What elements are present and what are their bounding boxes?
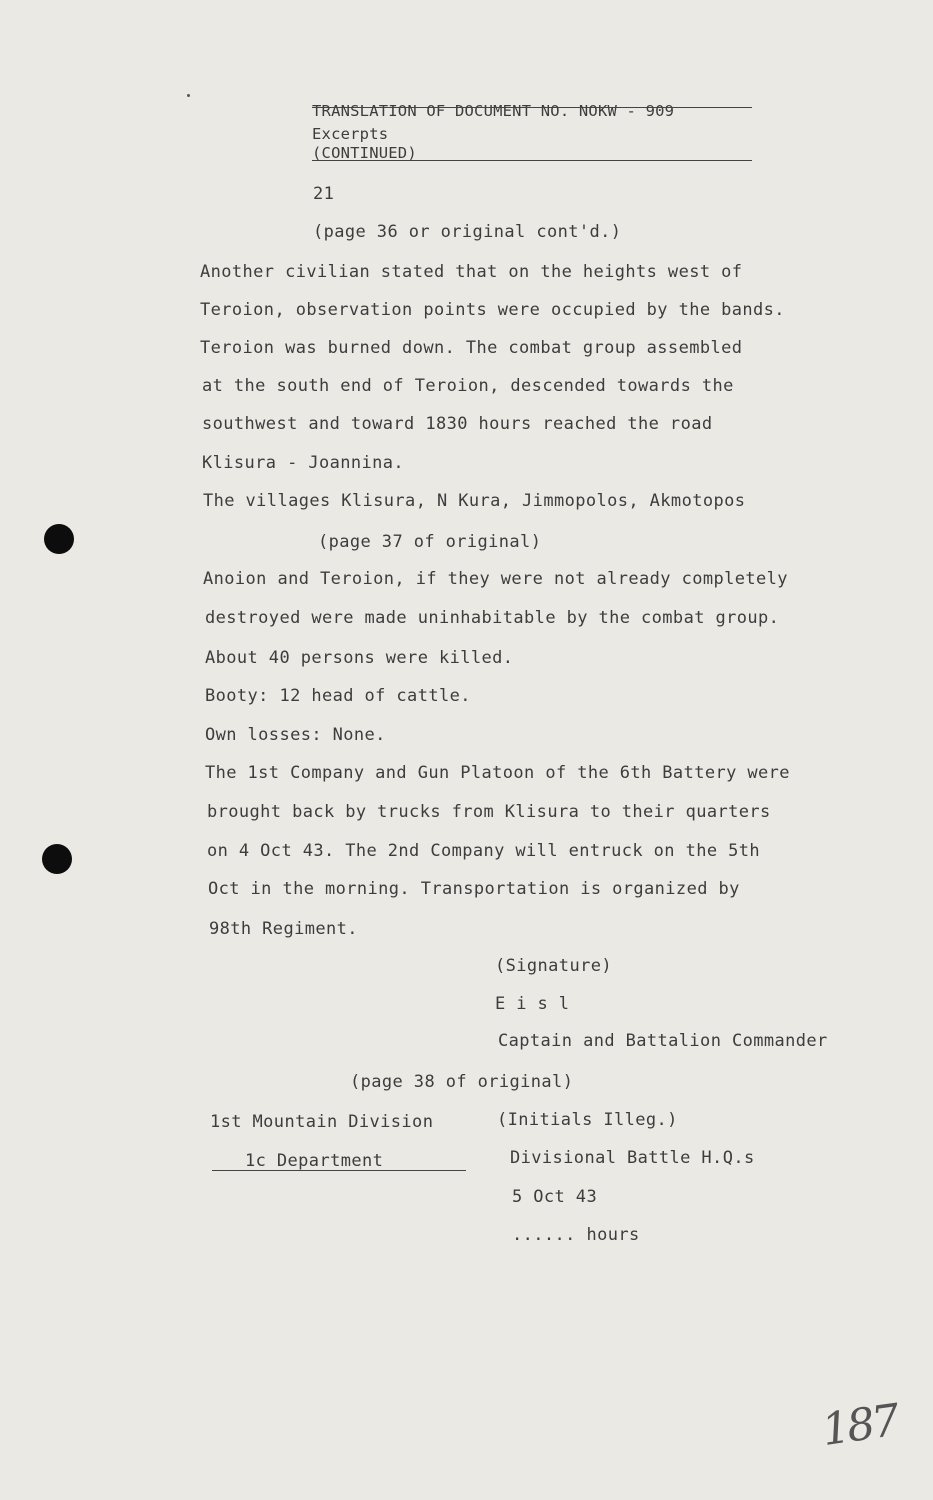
signature-title: Captain and Battalion Commander xyxy=(498,1031,828,1051)
speck xyxy=(187,94,190,97)
text-line: Oct in the morning. Transportation is organized by xyxy=(208,879,740,899)
page-36-note: (page 36 or original cont'd.) xyxy=(313,222,622,242)
text-line: Another civilian stated that on the heights west of xyxy=(200,262,743,282)
text-line: southwest and toward 1830 hours reached the road xyxy=(202,414,713,434)
text-line: brought back by trucks from Klisura to their quarters xyxy=(207,802,771,822)
department-underline xyxy=(212,1170,466,1171)
text-line: Teroion was burned down. The combat group assembled xyxy=(200,338,743,358)
battle-hq: Divisional Battle H.Q.s xyxy=(510,1148,755,1168)
text-line: Anoion and Teroion, if they were not already completely xyxy=(203,569,788,589)
page-38-note: (page 38 of original) xyxy=(350,1072,574,1092)
footer-hours: ...... hours xyxy=(512,1225,640,1245)
header-top-rule xyxy=(312,107,752,108)
text-line: Booty: 12 head of cattle. xyxy=(205,686,471,706)
punch-hole xyxy=(44,524,74,554)
text-line: at the south end of Teroion, descended towards the xyxy=(202,376,734,396)
initials-note: (Initials Illeg.) xyxy=(497,1110,678,1130)
text-line: destroyed were made uninhabitable by the combat group. xyxy=(205,608,780,628)
footer-department: 1c Department xyxy=(245,1151,384,1171)
header-continued: (CONTINUED) xyxy=(312,144,417,162)
footer-date: 5 Oct 43 xyxy=(512,1187,598,1207)
signature-label: (Signature) xyxy=(495,956,612,976)
page-37-note: (page 37 of original) xyxy=(318,532,542,552)
header-title: TRANSLATION OF DOCUMENT NO. NOKW - 909 xyxy=(312,102,675,120)
text-line: 98th Regiment. xyxy=(209,919,358,939)
text-line: The 1st Company and Gun Platoon of the 6th Battery were xyxy=(205,763,790,783)
page-number: 21 xyxy=(313,184,335,204)
footer-unit: 1st Mountain Division xyxy=(210,1112,434,1132)
text-line: The villages Klisura, N Kura, Jimmopolos, Akmotopos xyxy=(203,491,746,511)
text-line: Teroion, observation points were occupied by the bands. xyxy=(200,300,785,320)
punch-hole xyxy=(42,844,72,874)
text-line: Own losses: None. xyxy=(205,725,386,745)
text-line: Klisura - Joannina. xyxy=(202,453,405,473)
header-bottom-rule xyxy=(312,160,752,161)
handwritten-page-number: 187 xyxy=(818,1395,901,1456)
text-line: About 40 persons were killed. xyxy=(205,648,514,668)
text-line: on 4 Oct 43. The 2nd Company will entruck on the 5th xyxy=(207,841,761,861)
signature-name: E i s l xyxy=(495,994,570,1014)
header-excerpts: Excerpts xyxy=(312,125,389,143)
